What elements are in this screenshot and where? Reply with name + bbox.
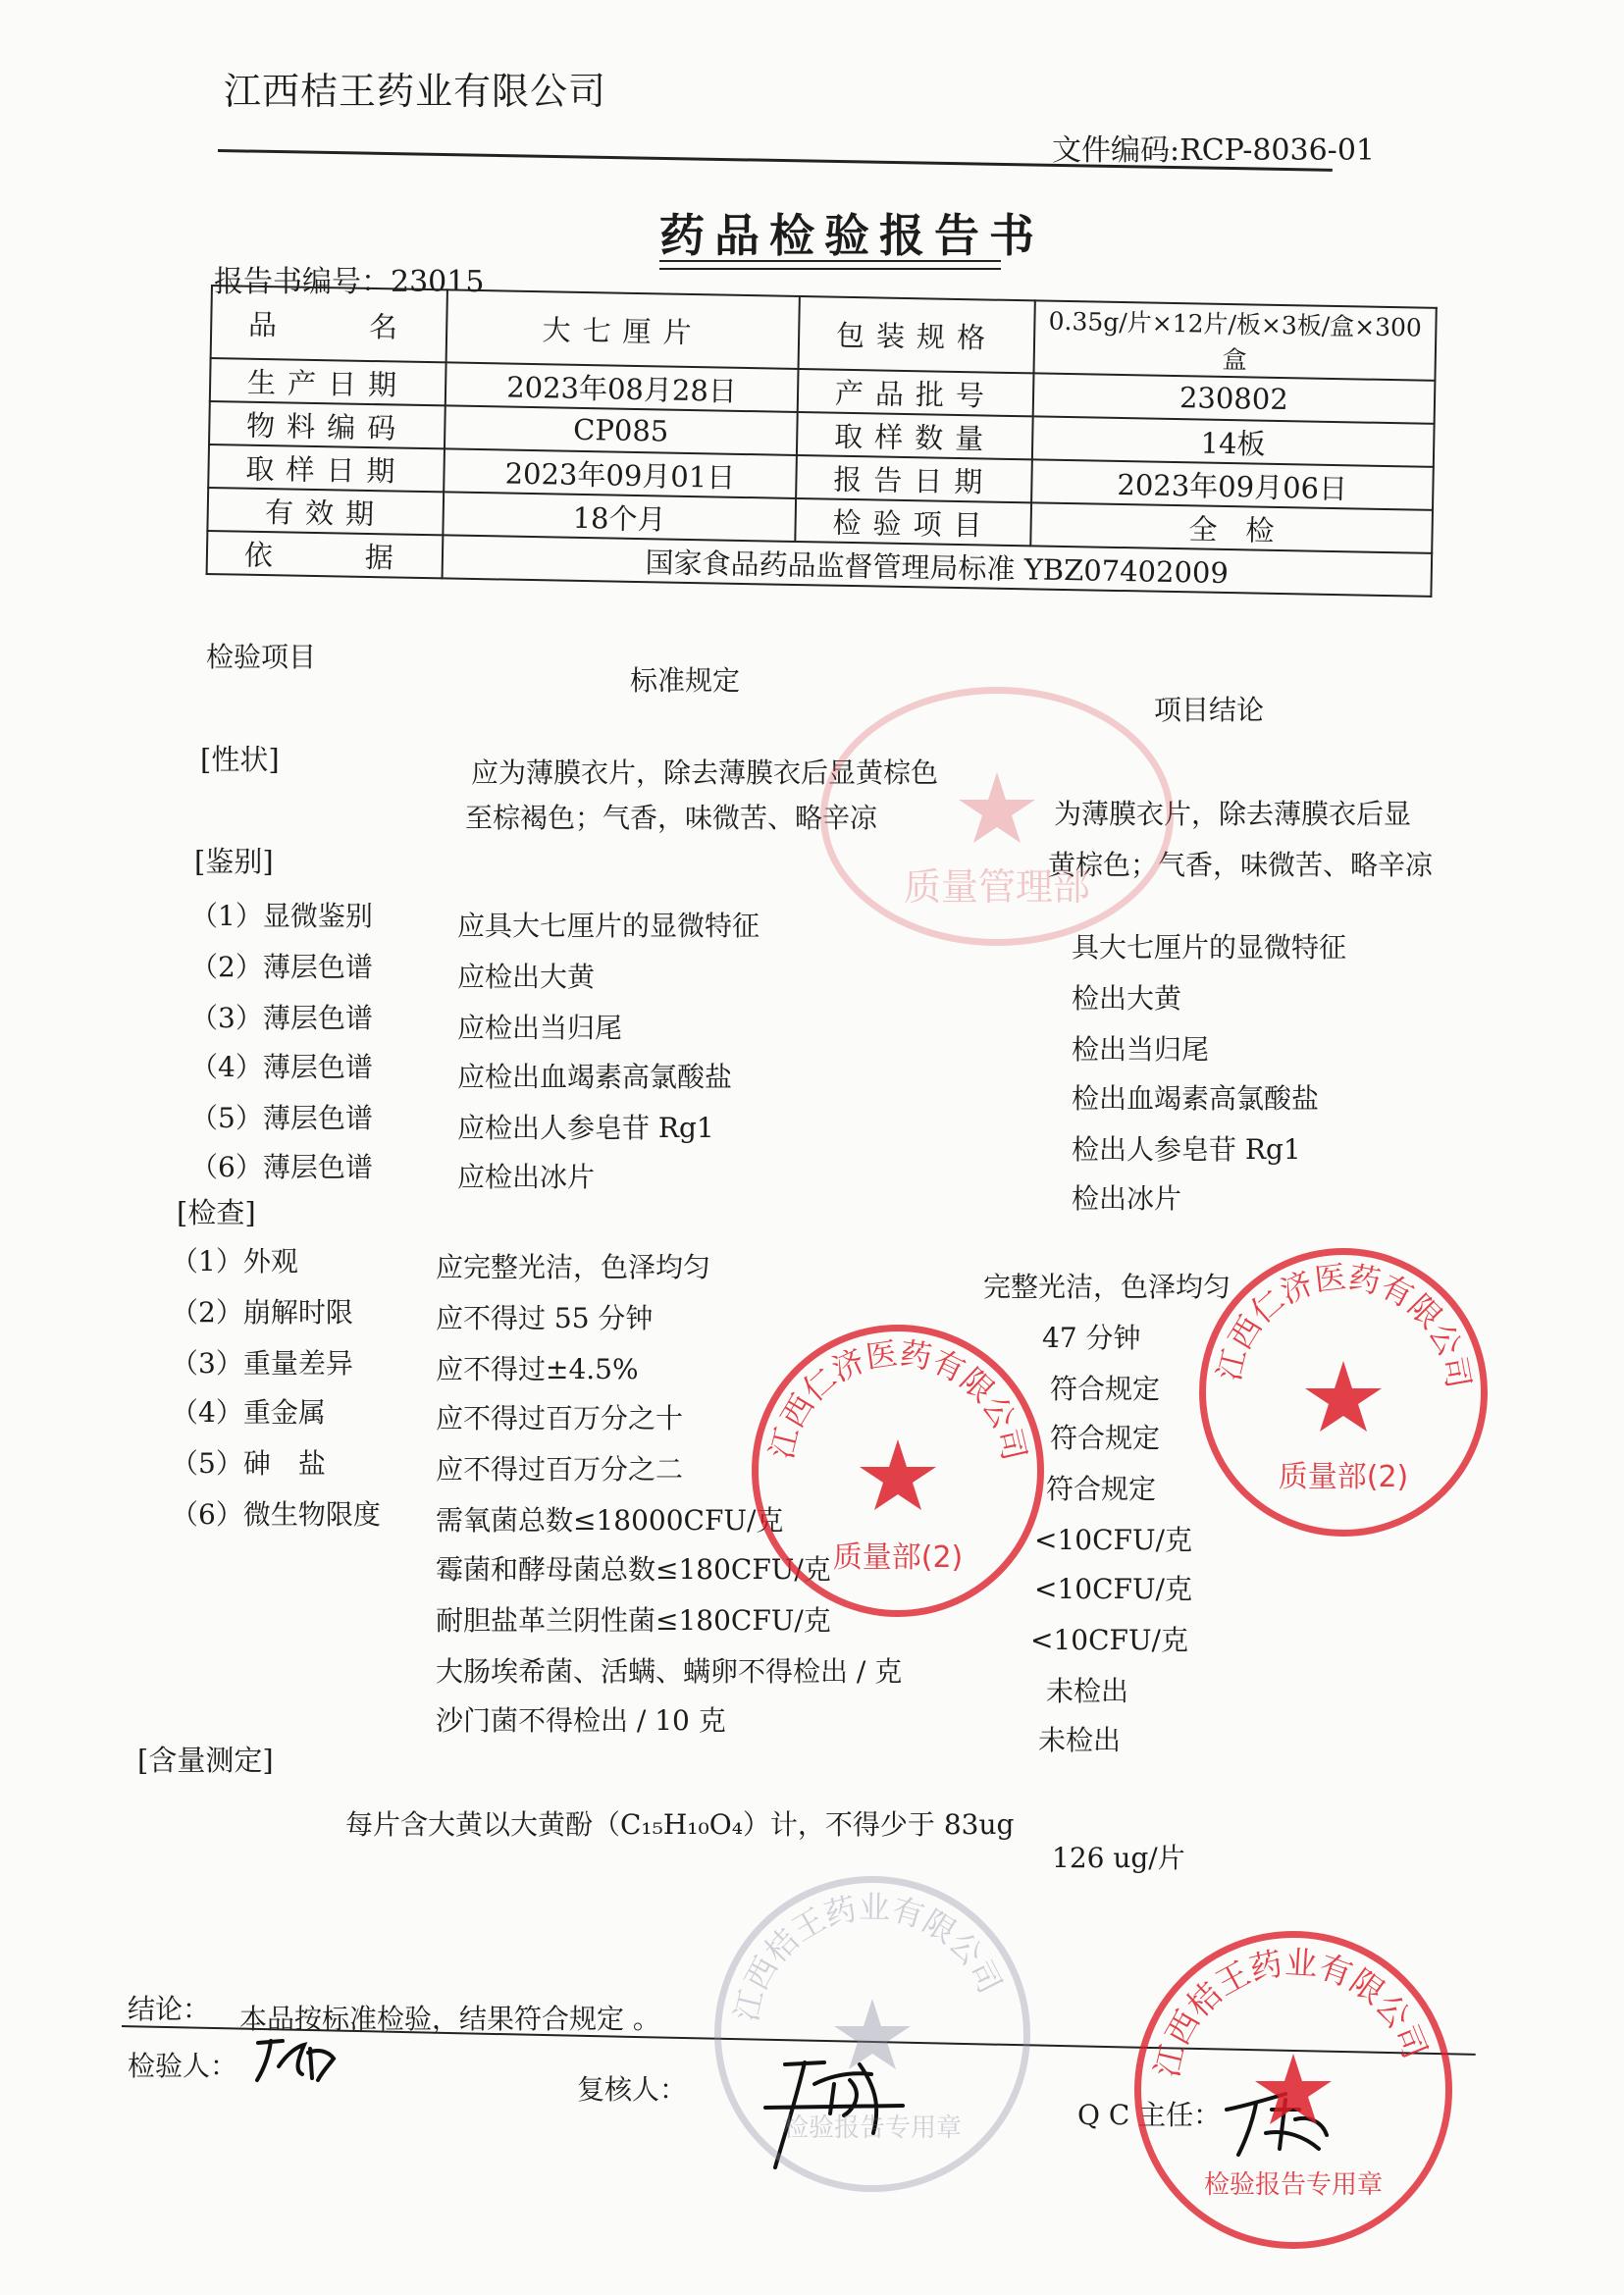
company-report-seal-gray	[714, 1876, 1030, 2192]
identification-result: 检出当归尾	[1072, 1033, 1210, 1066]
appearance-result-1: 为薄膜衣片，除去薄膜衣后显	[1054, 798, 1412, 830]
identification-result: 具大七厘片的显微特征	[1072, 931, 1347, 964]
svg-text:江西仁济医药有限公司: 江西仁济医药有限公司	[762, 1334, 1034, 1464]
inspection-result: 完整光洁，色泽均匀	[983, 1271, 1231, 1303]
section-appearance: [性状]	[200, 743, 280, 776]
svg-text:江西桔王药业有限公司: 江西桔王药业有限公司	[727, 1888, 1010, 2025]
faint-quality-seal	[820, 687, 1174, 946]
label-sample-date: 取样日期	[208, 444, 445, 492]
identification-item: （1）显微鉴别	[190, 900, 373, 932]
identification-standard: 应检出当归尾	[457, 1012, 623, 1044]
label-validity: 有效期	[207, 488, 444, 535]
identification-result: 检出血竭素高氯酸盐	[1072, 1082, 1320, 1115]
appearance-result-2: 黄棕色；气香，味微苦、略辛凉	[1048, 849, 1434, 881]
inspection-result: 符合规定	[1046, 1473, 1157, 1505]
section-inspection: [检查]	[177, 1196, 256, 1229]
inspection-item: （6）微生物限度	[171, 1498, 381, 1531]
value-validity: 18个月	[443, 492, 796, 542]
inspection-result: <10CFU/克	[1034, 1524, 1192, 1556]
inspection-item: （5）砷 盐	[171, 1447, 326, 1480]
value-batch: 230802	[1032, 373, 1435, 423]
inspection-standard: 沙门菌不得检出 / 10 克	[436, 1704, 726, 1737]
label-report-date: 报告日期	[796, 455, 1031, 502]
section-assay: [含量测定]	[137, 1744, 274, 1777]
value-production-date: 2023年08月28日	[445, 362, 799, 412]
svg-text:江西仁济医药有限公司: 江西仁济医药有限公司	[1210, 1258, 1478, 1391]
value-report-date: 2023年09月06日	[1031, 459, 1434, 509]
identification-standard: 应检出冰片	[457, 1161, 596, 1193]
identification-standard: 应具大七厘片的显微特征	[457, 910, 760, 942]
identification-result: 检出大黄	[1072, 982, 1182, 1015]
inspection-standard: 大肠埃希菌、活螨、螨卵不得检出 / 克	[436, 1655, 903, 1688]
inspection-item: （2）崩解时限	[171, 1296, 353, 1329]
label-basis: 依 据	[207, 531, 444, 578]
report-title: 药品检验报告书	[659, 209, 1044, 262]
svg-text:江西桔王药业有限公司: 江西桔王药业有限公司	[1147, 1943, 1436, 2081]
inspection-result: 47 分钟	[1042, 1322, 1141, 1354]
appearance-standard-1: 应为薄膜衣片，除去薄膜衣后显黄棕色	[471, 756, 939, 789]
inspector-label: 检验人：	[128, 2050, 238, 2082]
inspection-item: （1）外观	[171, 1245, 298, 1278]
inspection-item: （3）重量差异	[171, 1347, 353, 1380]
qc-label: Q C 主任：	[1077, 2099, 1222, 2131]
value-basis: 国家食品药品监督管理局标准 YBZ07402009	[442, 535, 1432, 596]
document-code: 文件编码:RCP-8036-01	[1052, 133, 1375, 168]
identification-item: （6）薄层色谱	[190, 1151, 373, 1183]
identification-item: （2）薄层色谱	[190, 951, 373, 983]
column-item: 检验项目	[206, 641, 317, 673]
label-test-item: 检验项目	[795, 498, 1030, 546]
inspection-standard: 应不得过百万分之二	[436, 1453, 684, 1486]
column-result: 项目结论	[1154, 694, 1265, 726]
identification-result: 检出人参皂苷 Rg1	[1072, 1133, 1301, 1166]
value-material-code: CP085	[445, 405, 798, 455]
inspection-standard: 霉菌和酵母菌总数≤180CFU/克	[436, 1553, 831, 1586]
svg-text:质量管理部: 质量管理部	[903, 865, 1091, 909]
identification-item: （3）薄层色谱	[190, 1002, 373, 1034]
inspection-result: 符合规定	[1050, 1373, 1161, 1405]
reviewer-label: 复核人：	[577, 2073, 688, 2106]
inspection-item: （4）重金属	[171, 1396, 326, 1429]
value-product-name: 大七厘片	[445, 289, 800, 369]
label-material-code: 物料编码	[209, 401, 445, 448]
svg-text:质量部(2): 质量部(2)	[1278, 1460, 1409, 1494]
label-package-spec: 包装规格	[799, 296, 1035, 373]
identification-item: （5）薄层色谱	[190, 1102, 373, 1134]
inspection-result: 未检出	[1038, 1724, 1122, 1756]
label-batch: 产品批号	[798, 369, 1033, 416]
inspection-standard: 应不得过 55 分钟	[436, 1302, 654, 1334]
inspection-standard: 应不得过±4.5%	[436, 1353, 639, 1385]
label-production-date: 生产日期	[210, 358, 446, 405]
appearance-standard-2: 至棕褐色；气香，味微苦、略辛凉	[465, 802, 878, 834]
identification-item: （4）薄层色谱	[190, 1051, 373, 1083]
conclusion-text: 本品按标准检验，结果符合规定 。	[239, 2003, 660, 2035]
product-info-table	[206, 285, 1438, 598]
svg-text:质量部(2): 质量部(2)	[832, 1540, 964, 1575]
value-package-spec: 0.35g/片×12片/板×3板/盒×300盒	[1033, 300, 1437, 380]
label-product-name: 品 名	[211, 286, 447, 362]
inspector-signature	[253, 2031, 341, 2090]
value-sample-qty: 14板	[1032, 416, 1435, 466]
company-report-seal-red	[1134, 1931, 1452, 2249]
identification-standard: 应检出大黄	[457, 961, 596, 993]
inspection-result: <10CFU/克	[1034, 1573, 1192, 1605]
assay-result: 126 ug/片	[1052, 1842, 1185, 1874]
inspection-standard: 需氧菌总数≤18000CFU/克	[436, 1504, 784, 1537]
value-sample-date: 2023年09月01日	[444, 448, 797, 498]
inspection-result: <10CFU/克	[1030, 1624, 1188, 1656]
svg-text:检验报告专用章: 检验报告专用章	[782, 2113, 963, 2143]
value-test-item: 全 检	[1030, 502, 1433, 552]
conclusion-label: 结论：	[128, 1993, 211, 2025]
company-name: 江西桔王药业有限公司	[224, 70, 607, 113]
inspection-result: 符合规定	[1050, 1422, 1161, 1454]
section-identification: [鉴别]	[194, 845, 274, 878]
inspection-standard: 应完整光洁，色泽均匀	[436, 1251, 711, 1283]
column-standard: 标准规定	[630, 664, 741, 697]
identification-result: 检出冰片	[1072, 1182, 1182, 1215]
label-sample-qty: 取样数量	[797, 412, 1032, 459]
identification-standard: 应检出人参皂苷 Rg1	[457, 1112, 714, 1144]
inspection-standard: 应不得过百万分之十	[436, 1402, 684, 1434]
quality-dept-seal-right	[1199, 1248, 1488, 1537]
assay-standard: 每片含大黄以大黄酚（C₁₅H₁₀O₄）计，不得少于 83ug	[345, 1808, 1015, 1841]
inspection-result: 未检出	[1046, 1675, 1129, 1707]
report-number: 报告书编号：23015	[214, 265, 485, 299]
quality-dept-seal-left	[752, 1325, 1044, 1617]
identification-standard: 应检出血竭素高氯酸盐	[457, 1061, 733, 1093]
inspection-standard: 耐胆盐革兰阴性菌≤180CFU/克	[436, 1604, 831, 1637]
title-underline	[659, 260, 1001, 270]
svg-text:检验报告专用章: 检验报告专用章	[1203, 2170, 1384, 2200]
